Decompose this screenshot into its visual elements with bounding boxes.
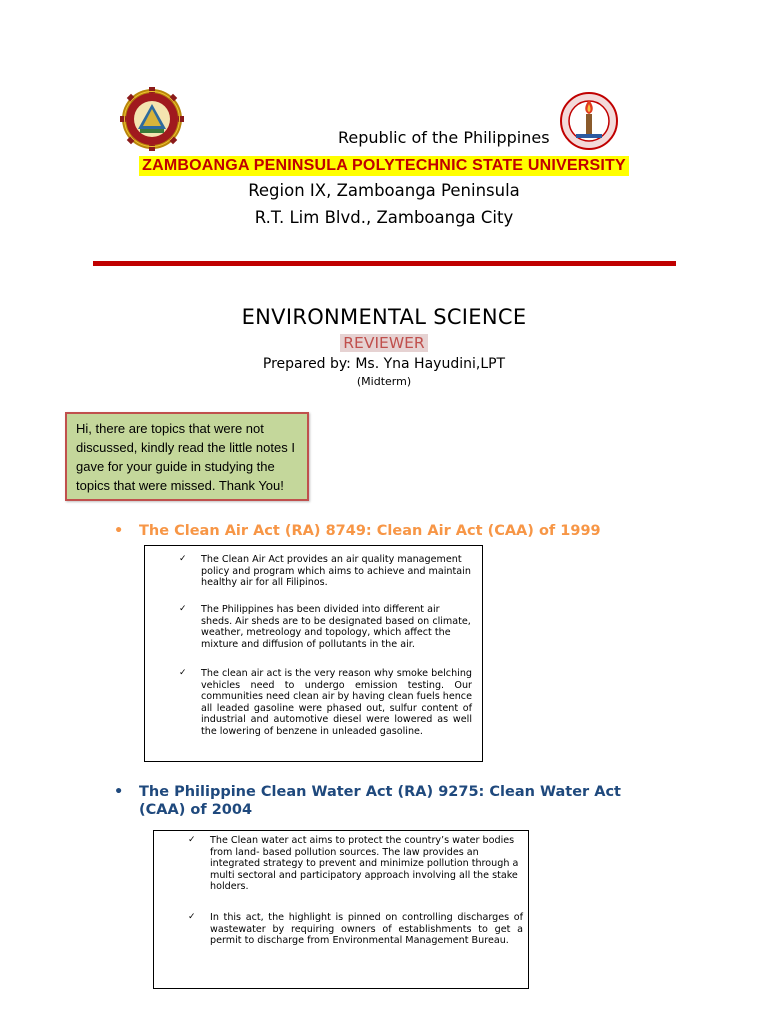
check-mark-icon: ✓ (188, 912, 196, 922)
college-logo (560, 92, 618, 150)
republic-line: Republic of the Philippines (338, 128, 550, 147)
header-divider (93, 261, 676, 266)
bullet: • (114, 523, 124, 539)
check-mark-icon: ✓ (179, 554, 187, 564)
check-mark-icon: ✓ (179, 668, 187, 678)
list-item-text: The Clean water act aims to protect the country’s water bodies from land- based pollution sources. The law provides an integrated strategy to prevent and minimize pollution through a multi sectoral and participatory approach involving all the stake holders. (210, 835, 519, 893)
college-seal-torch-icon (560, 92, 618, 150)
university-logo (120, 87, 184, 151)
university-name-row (0, 155, 768, 176)
bullet: • (114, 784, 124, 800)
university-seal-gear-icon (120, 87, 184, 151)
document-subtitle: REVIEWER (340, 334, 427, 352)
address-line: R.T. Lim Blvd., Zamboanga City (254, 208, 514, 227)
document-title: ENVIRONMENTAL SCIENCE (241, 305, 527, 329)
check-mark-icon: ✓ (188, 835, 196, 845)
list-item-text: The Clean Air Act provides an air quality management policy and program which aims to achieve and maintain healthy air for all Filipinos. (201, 554, 471, 589)
list-item-text: The clean air act is the very reason why smoke belching vehicles need to undergo emission testing. Our communities need clean air by having clean fuels hence all leaded gasoline were phased out, sulfur content of industrial and automotive diesel were lowered as well the lowering of benzene in unleaded gasoline. (201, 668, 472, 737)
check-mark-icon: ✓ (179, 604, 187, 614)
section-heading-clean-water-act (114, 783, 674, 821)
clean-air-act-notes-box (144, 545, 483, 762)
list-item-text: In this act, the highlight is pinned on controlling discharges of wastewater by requiring owners of establishments to get a permit to discharge from Environmental Management Bureau. (210, 912, 523, 947)
list-item-text: The Philippines has been divided into different air sheds. Air sheds are to be designated based on climate, weather, metreology and topology, which affect the mixture and diffusion of pollutants in the air. (201, 604, 471, 650)
region-line: Region IX, Zamboanga Peninsula (248, 181, 520, 200)
note-box: Hi, there are topics that were not discussed, kindly read the little notes I gave for your guide in studying the topics that were missed. Thank You! (65, 412, 309, 501)
subtitle-row (0, 333, 768, 352)
term-label: (Midterm) (356, 375, 412, 388)
section-heading-text: The Clean Air Act (RA) 8749: Clean Air Act (CAA) of 1999 (139, 523, 601, 539)
clean-water-act-notes-box (153, 830, 529, 989)
prepared-by: Prepared by: Ms. Yna Hayudini,LPT (262, 356, 506, 372)
section-heading-text: The Philippine Clean Water Act (RA) 9275: Clean Water Act (CAA) of 2004 (139, 784, 621, 818)
university-name: ZAMBOANGA PENINSULA POLYTECHNIC STATE UNIVERSITY (139, 156, 629, 176)
